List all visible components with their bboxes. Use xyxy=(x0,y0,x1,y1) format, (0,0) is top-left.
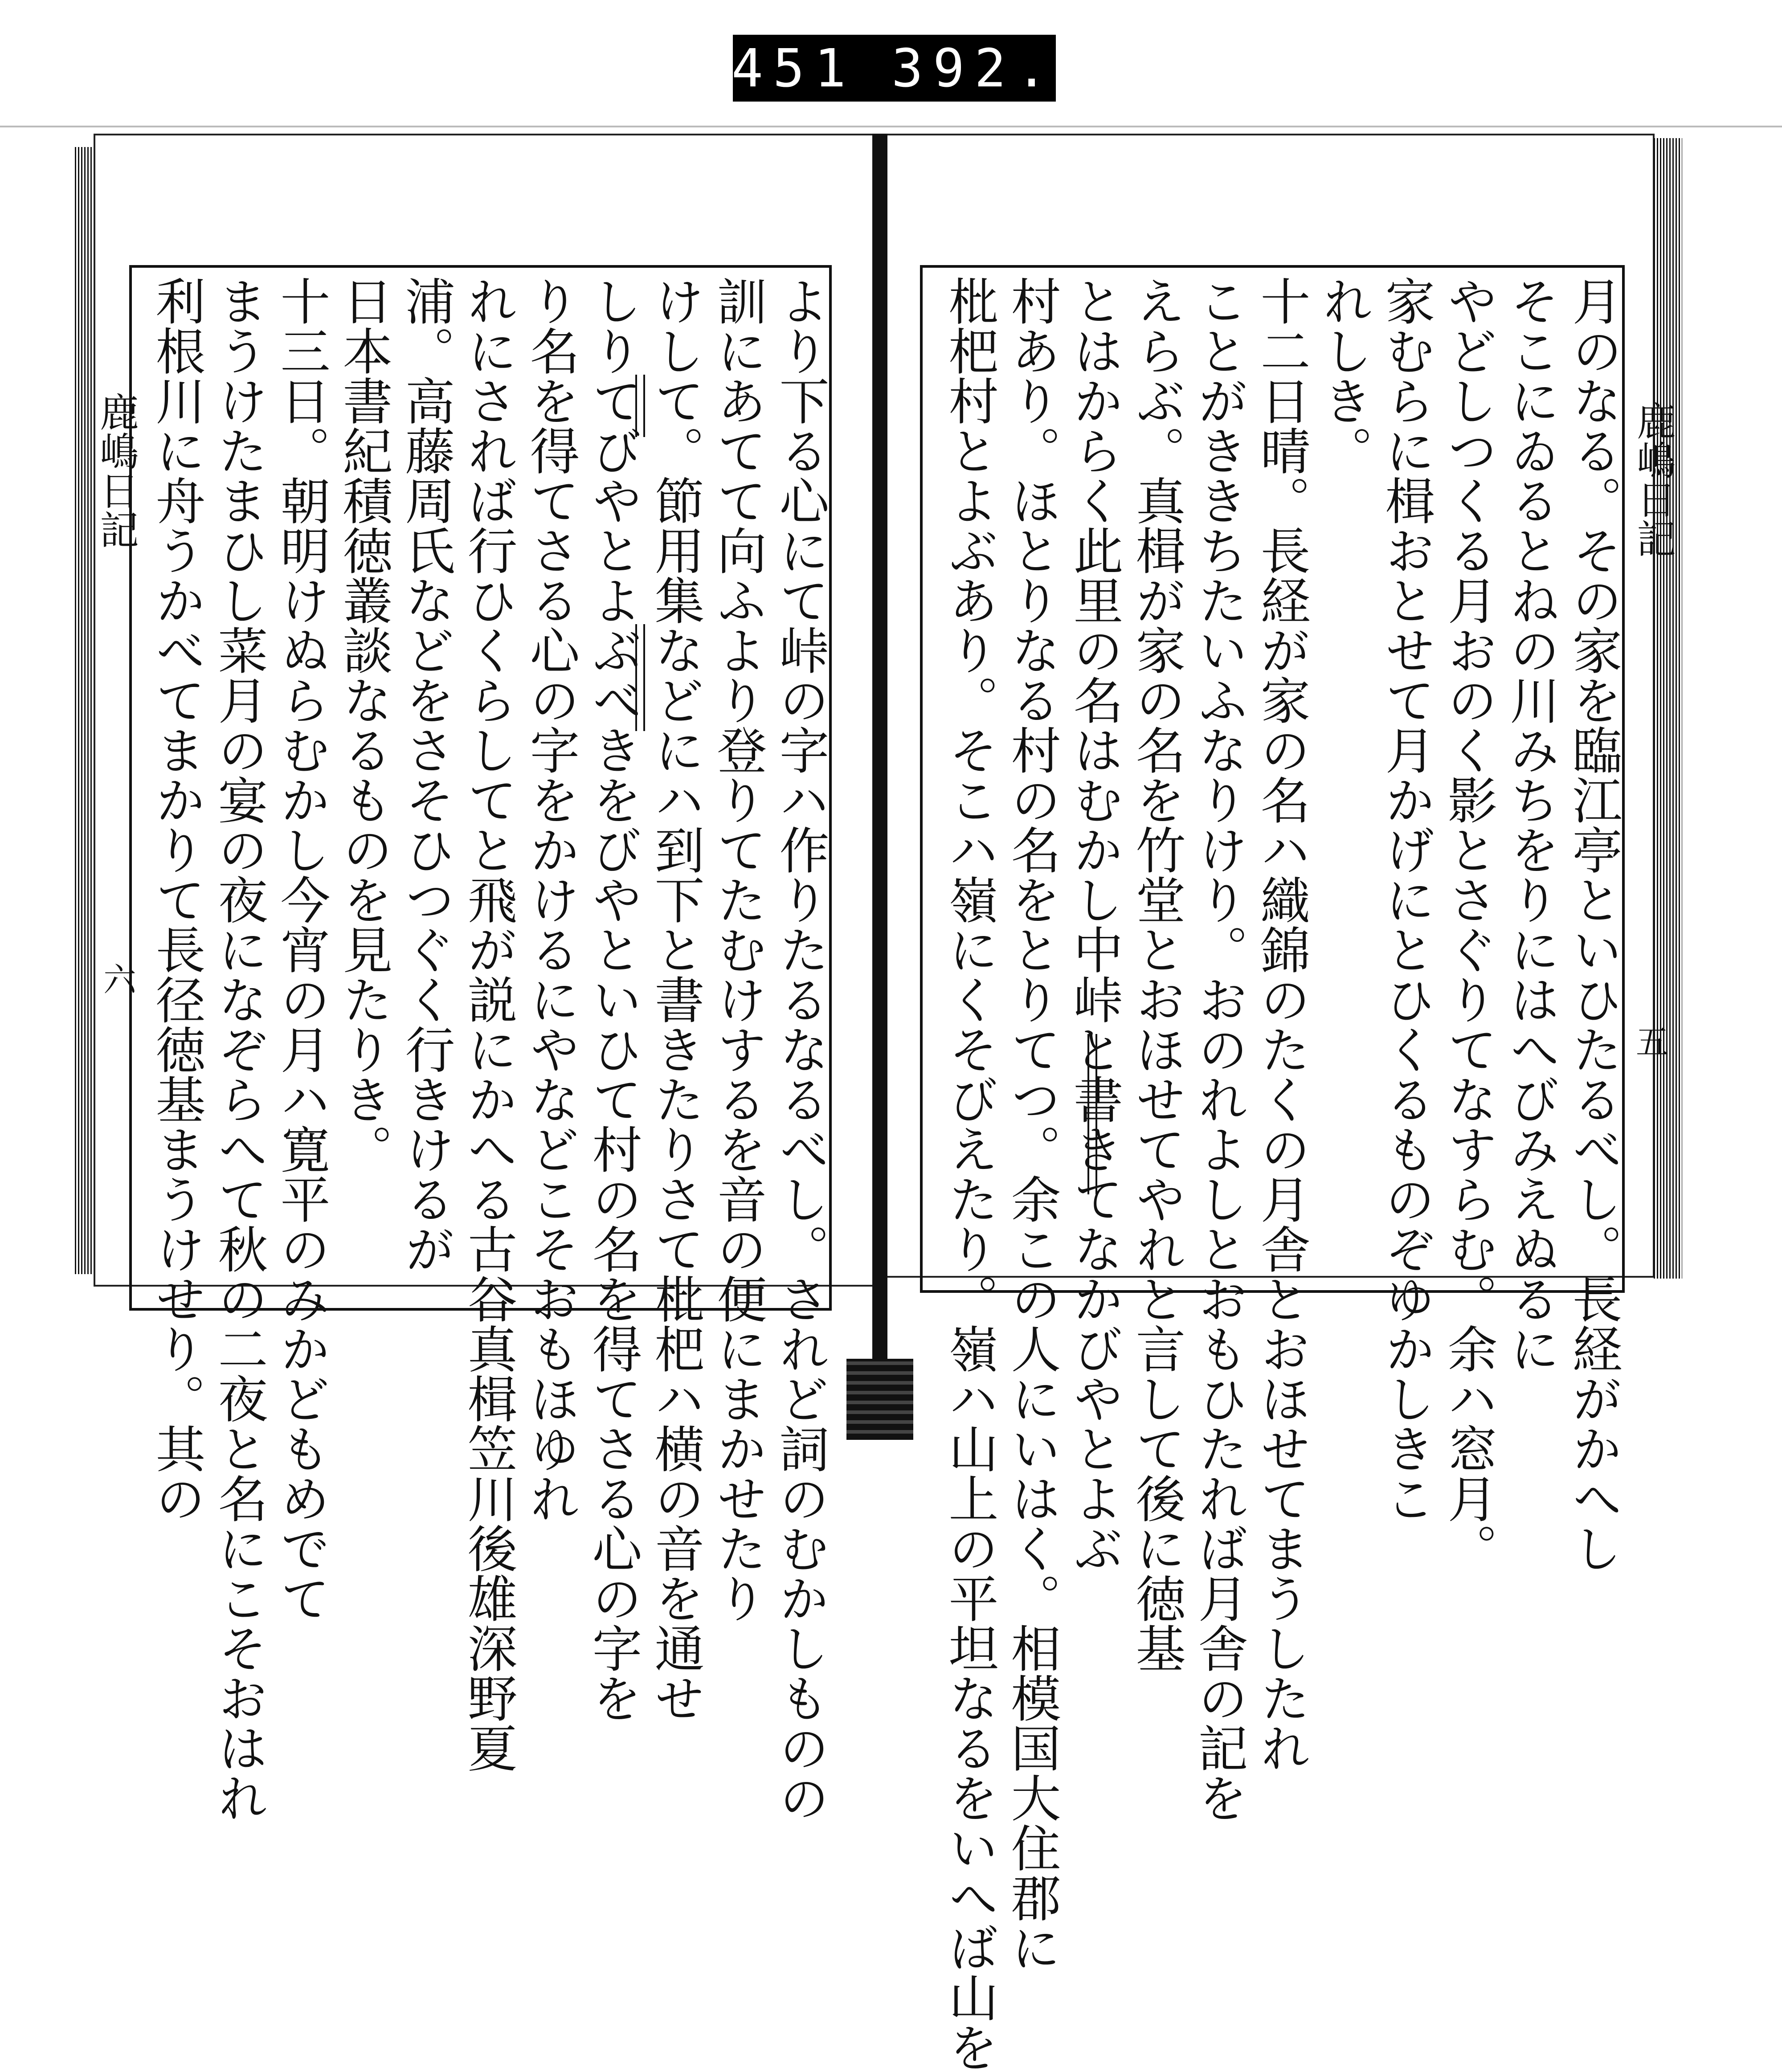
left-column-6: れにされば行ひくらしてと飛が説にかへる古谷真楫笠川後雄深野夏 xyxy=(459,276,517,1773)
right-column-7: ことがききちたいふなりけり。おのれよしとおもひたれば月舎の記を xyxy=(1190,276,1248,1823)
left-column-8: 日本書紀積徳叢談なるものを見たりき。 xyxy=(335,276,392,1174)
call-number-label xyxy=(733,35,1056,102)
left-folio: 六 xyxy=(98,962,136,995)
book-spine xyxy=(872,134,887,1440)
left-page-edge xyxy=(75,147,95,1274)
right-column-10: 村あり。ほとりなる村の名をとりてつ。余この人にいはく。相模国大住郡に xyxy=(1003,276,1061,1972)
left-column-5: り名を得てさる心の字をかけるにやなどこそおもほゆれ xyxy=(522,276,580,1523)
book-spine-base xyxy=(846,1359,913,1440)
right-margin-title: 鹿嶋日記 xyxy=(1631,401,1676,558)
left-column-9: 十三日。朝明けぬらむかし今宵の月ハ寛平のみかどもめでて xyxy=(272,276,330,1623)
right-column-11: 枇杷村とよぶあり。そこハ嶺にくそびえたり。嶺ハ山上の平坦なるをいへば山を xyxy=(940,276,998,2072)
right-folio: 五 xyxy=(1631,1025,1669,1058)
right-column-2: そこにゐるとねの川みちをりにはへびみえぬるに xyxy=(1502,276,1560,1373)
right-column-6: 十二日晴。長経が家の名ハ織錦のたくの月舎とおほせてまうしたれ xyxy=(1252,276,1310,1773)
left-text-frame xyxy=(129,265,832,1823)
left-column-11: 利根川に舟うかべてまかりて長径徳基まうけせり。其の xyxy=(147,276,205,1523)
left-column-2: 訓にあてて向ふより登りてたむけするを音の便にまかせたり xyxy=(709,276,767,1623)
right-column-3: やどしつくる月おのく影とさぐりてなすらむ。余ハ窓月。 xyxy=(1439,276,1497,1573)
left-emphasis-bar-1 xyxy=(635,375,645,437)
right-column-1: 月のなる。その家を臨江亭といひたるべし。長経がかへし xyxy=(1564,276,1622,1573)
right-page-edge xyxy=(1654,138,1682,1279)
left-column-7: 浦。高藤周氏などをさそひつぐく行きけるが xyxy=(397,276,455,1274)
right-column-8: えらぶ。真楫が家の名を竹堂とおほせてやれと言して後に徳基 xyxy=(1128,276,1185,1673)
right-text-frame xyxy=(920,265,1625,2072)
right-column-5: れしき。 xyxy=(1315,276,1373,475)
right-column-4: 家むらに楫おとせて月かげにとひくるものぞゆかしきこ xyxy=(1377,276,1435,1523)
left-column-10: まうけたまひし菜月の宴の夜になぞらへて秋の二夜と名にこそおはれ xyxy=(210,276,268,1823)
call-number-left: 451 xyxy=(731,37,856,99)
call-number-right: 392. xyxy=(891,37,1058,99)
left-column-1: より下る心にて峠の字ハ作りたるなるべし。されど詞のむかしものの xyxy=(771,276,829,1823)
left-emphasis-bar-2 xyxy=(635,624,645,731)
right-emphasis-bar xyxy=(1087,1034,1097,1194)
left-column-4: しりてびやとよぶべきをびやといひて村の名を得てさる心の字を xyxy=(584,276,642,1723)
right-column-9: とはからく此里の名はむかし中峠と書きてなかびやとよぶ xyxy=(1065,276,1123,1573)
left-column-3: けして。節用集などにハ到下と書きたりさて枇杷ハ横の音を通せ xyxy=(646,276,704,1723)
left-margin-title: 鹿嶋日記 xyxy=(94,392,139,549)
scan-edge-line xyxy=(0,126,1782,127)
